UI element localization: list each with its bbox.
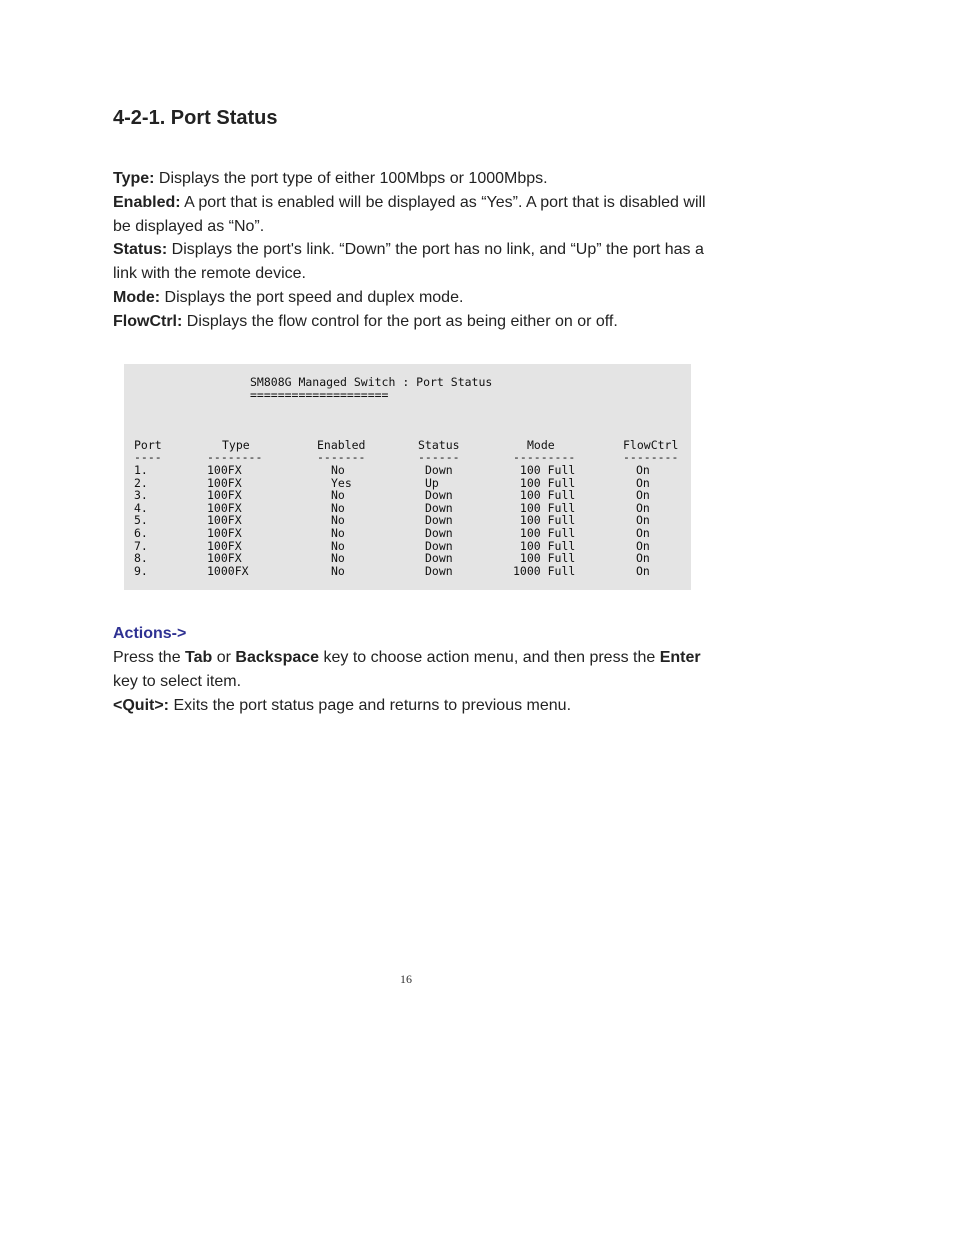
cell-flowctrl: On [636,488,650,503]
column-separator-type: -------- [207,450,263,464]
cell-port: 8. [134,551,148,566]
cell-mode: 100 Full [513,538,576,553]
column-header-mode: Mode [527,438,555,452]
cell-port: 9. [134,563,148,578]
cell-port: 2. [134,475,148,490]
column-header-type: Type [222,438,250,452]
cell-mode: 100 Full [513,551,576,566]
actions-section [113,622,713,718]
cell-status: Down [425,526,453,540]
cell-flowctrl: On [636,475,650,490]
column-separator-flowctrl: -------- [623,450,679,464]
cell-type: 100FX [207,463,242,477]
terminal-screenshot [124,364,691,590]
cell-mode: 100 Full [513,488,576,503]
backspace-key: Backspace [235,649,320,666]
page-number: 16 [400,972,412,986]
cell-type: 1000FX [207,563,249,578]
definition-mode: Mode: Displays the port speed and duplex mode. [113,288,464,306]
cell-enabled: No [331,488,345,503]
actions-instructions: Press the Tab or Backspace key to choose action menu, and then press the Enter key to select item. [113,649,701,690]
terminal-title: SM808G Managed Switch : Port Status [250,375,493,389]
definition-enabled: Enabled: A port that is enabled will be displayed as “Yes”. A port that is disabled will be displayed as “No”. [113,193,706,235]
definition-type: Type: Displays the port type of either 100Mbps or 1000Mbps. [113,170,548,187]
cell-status: Down [425,463,453,477]
cell-enabled: No [331,463,345,477]
cell-type: 100FX [207,538,242,553]
cell-type: 100FX [207,500,242,515]
definition-status: Status: Displays the port's link. “Down” the port has no link, and “Up” the port has a link with the remote device. [113,241,704,283]
cell-status: Down [425,513,453,528]
cell-status: Up [425,475,439,490]
cell-type: 100FX [207,475,242,490]
cell-flowctrl: On [636,538,650,553]
cell-enabled: No [331,538,345,553]
cell-enabled: No [331,526,345,540]
cell-status: Down [425,563,453,578]
cell-enabled: No [331,500,345,515]
quit-action: <Quit>: Exits the port status page and returns to previous menu. [113,697,572,714]
column-separator-port: ---- [134,450,162,464]
column-header-flowctrl: FlowCtrl [623,438,679,452]
cell-flowctrl: On [636,500,650,515]
cell-flowctrl: On [636,463,650,477]
cell-mode: 100 Full [513,500,576,515]
cell-port: 6. [134,526,148,540]
cell-flowctrl: On [636,563,650,578]
section-title: 4-2-1. Port Status [113,107,278,129]
column-header-port: Port [134,438,162,452]
cell-type: 100FX [207,551,242,566]
cell-port: 3. [134,488,148,503]
cell-status: Down [425,500,453,515]
cell-type: 100FX [207,488,242,503]
cell-flowctrl: On [636,551,650,566]
definitions [113,167,713,334]
cell-port: 7. [134,538,148,553]
cell-enabled: No [331,551,345,566]
terminal-title-underline: ==================== [250,388,389,402]
column-separator-mode: --------- [513,450,576,464]
cell-flowctrl: On [636,513,650,528]
cell-type: 100FX [207,526,242,540]
column-separator-enabled: ------- [317,450,366,464]
cell-enabled: Yes [331,475,352,490]
tab-key: Tab [185,649,213,666]
cell-mode: 1000 Full [513,563,576,578]
definition-flowctrl: FlowCtrl: Displays the flow control for the port as being either on or off. [113,312,618,330]
enter-key: Enter [659,649,701,666]
cell-port: 1. [134,463,148,477]
cell-mode: 100 Full [513,526,576,540]
cell-flowctrl: On [636,526,650,540]
cell-status: Down [425,551,453,566]
cell-status: Down [425,488,453,503]
actions-title: Actions-> [113,625,187,642]
cell-mode: 100 Full [513,513,576,528]
column-separator-status: ------ [418,450,460,464]
column-header-enabled: Enabled [317,438,366,452]
cell-mode: 100 Full [513,463,576,477]
cell-port: 4. [134,500,148,515]
cell-enabled: No [331,513,345,528]
cell-mode: 100 Full [513,475,576,490]
column-header-status: Status [418,438,460,452]
cell-status: Down [425,538,453,553]
cell-type: 100FX [207,513,242,528]
cell-port: 5. [134,513,148,528]
cell-enabled: No [331,563,345,578]
